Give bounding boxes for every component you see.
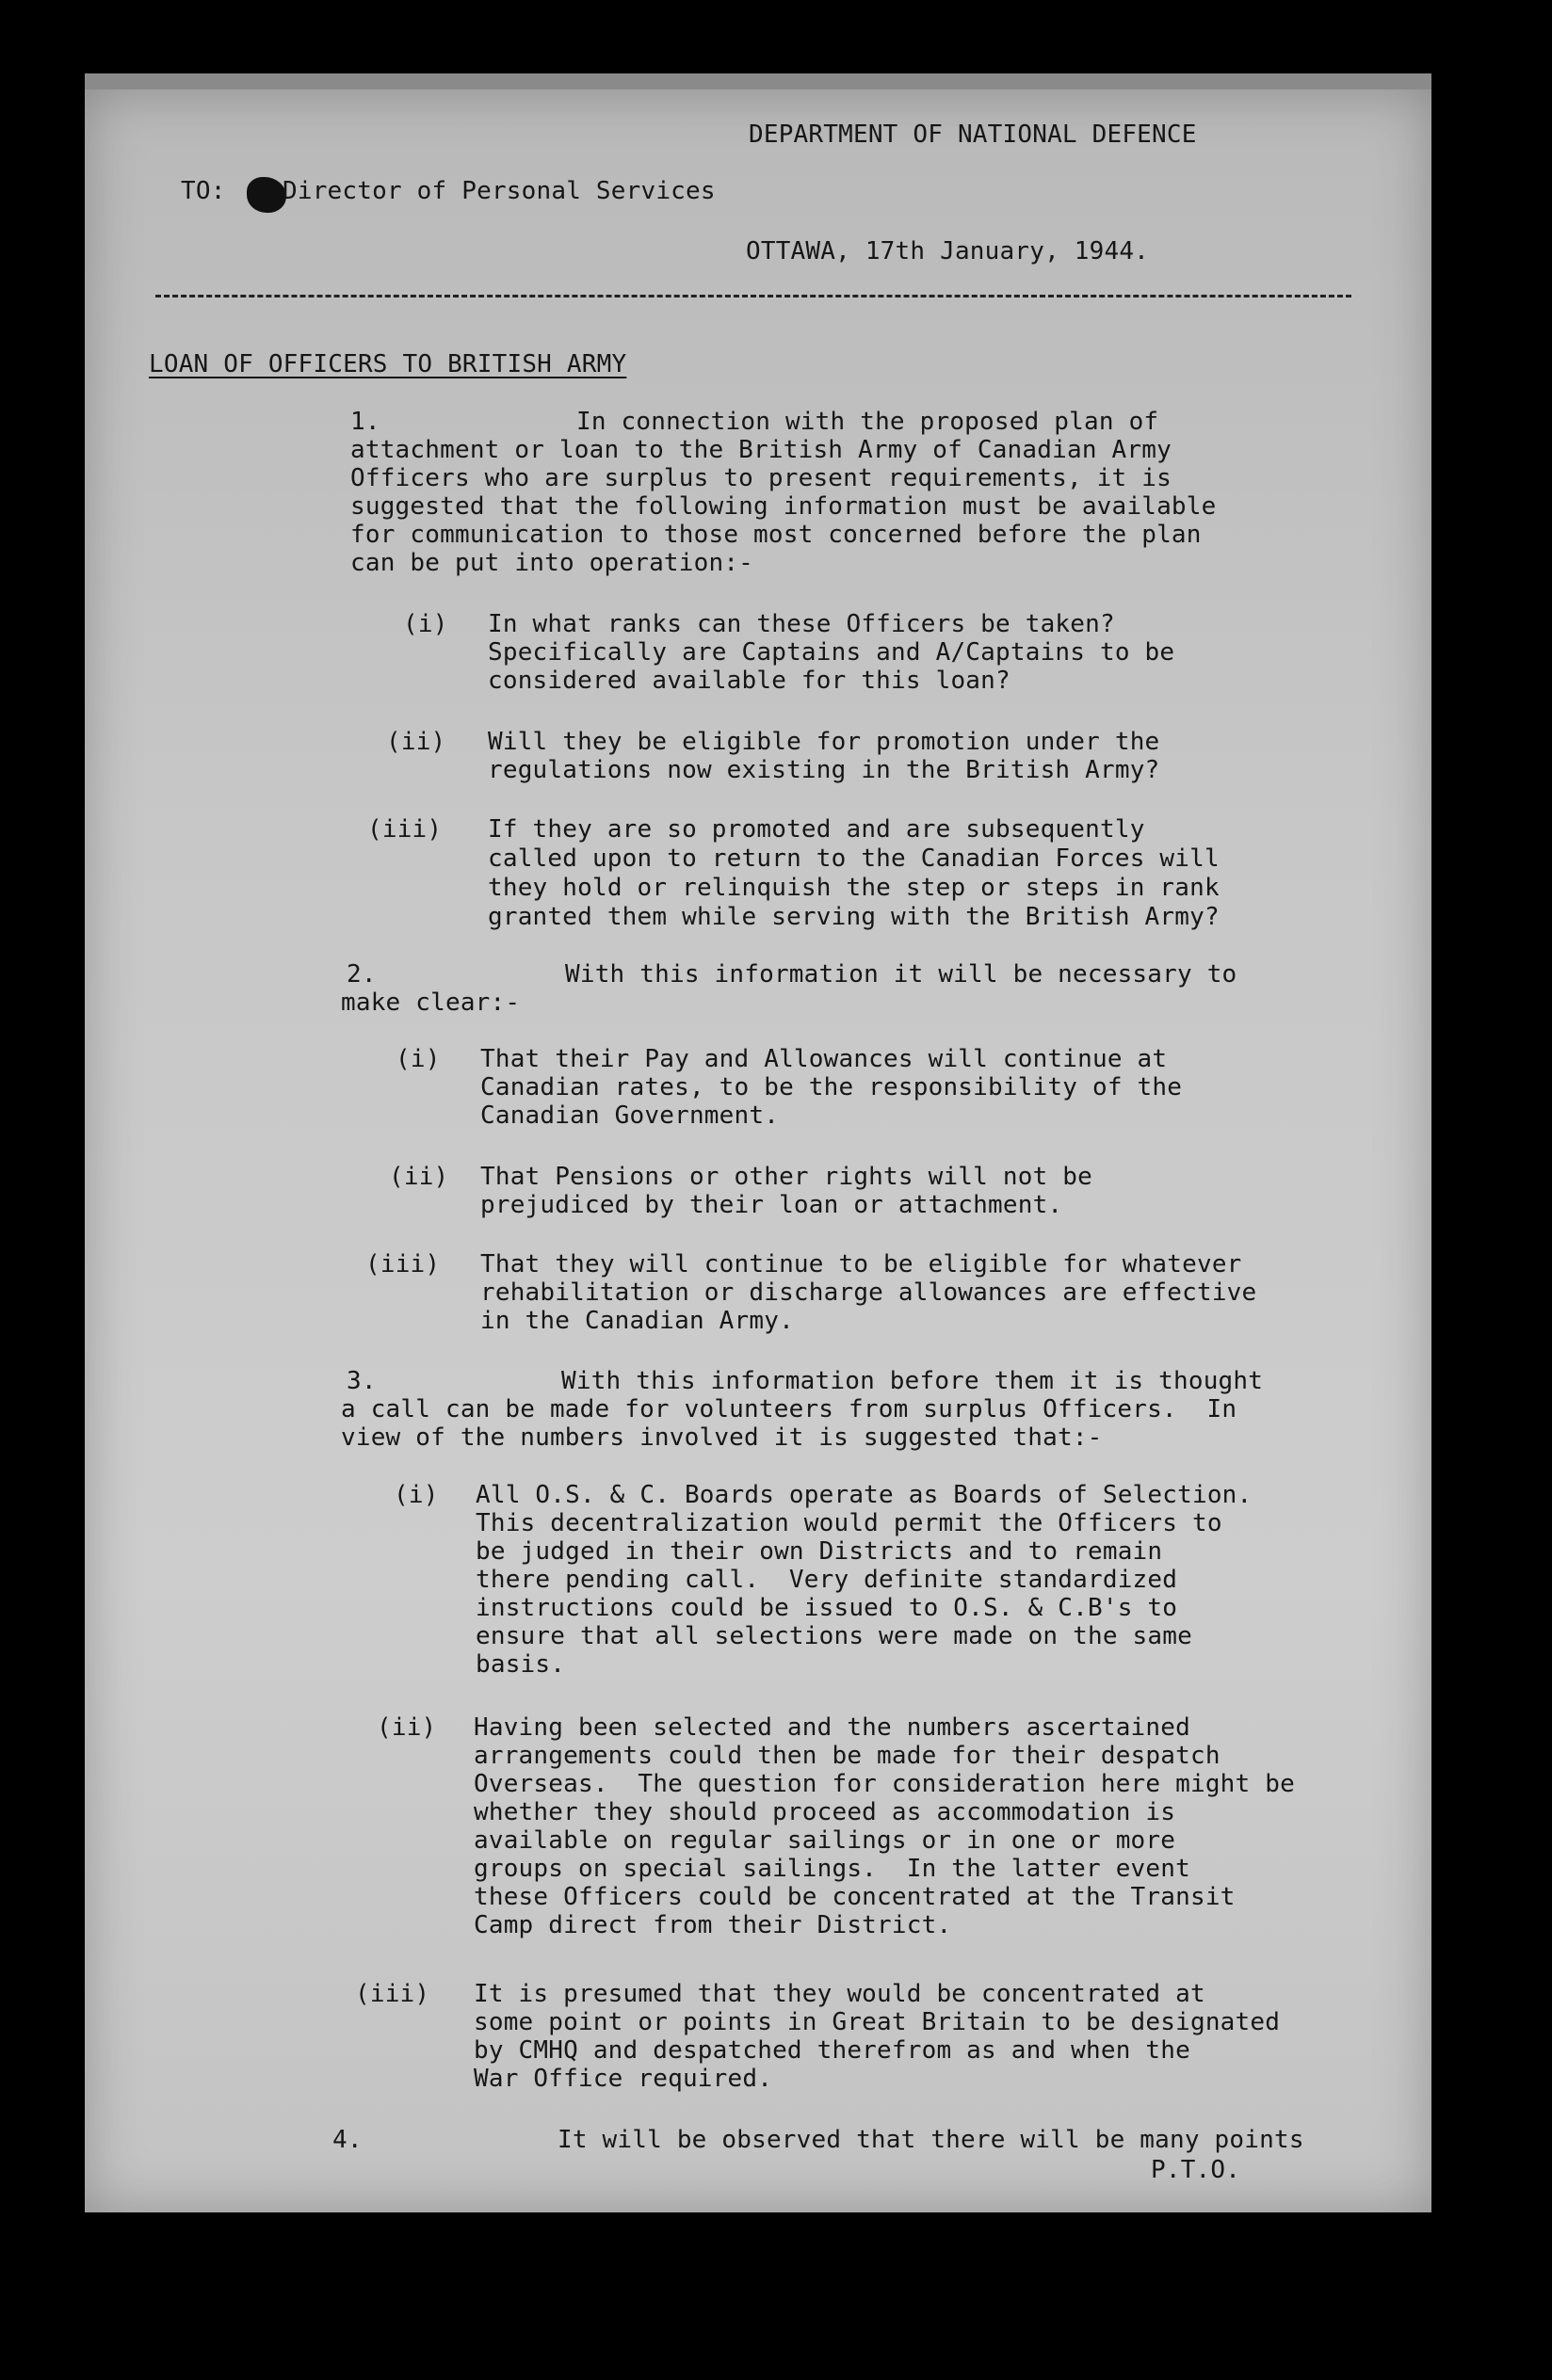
text-line: Camp direct from their District. (474, 1911, 952, 1939)
item-2-ii (480, 1163, 1328, 1224)
department-heading: DEPARTMENT OF NATIONAL DEFENCE (749, 121, 1197, 149)
item-label: (i) (394, 1481, 439, 1509)
text-line: some point or points in Great Britain to be designated (474, 2008, 1281, 2036)
paragraph-number: 2. (347, 960, 377, 989)
text-line: basis. (476, 1650, 566, 1679)
item-label: (iii) (355, 1980, 430, 2008)
text-line: attachment or loan to the British Army of Canadian Army (350, 436, 1172, 464)
item-1-iii (488, 815, 1335, 933)
text-line: Canadian rates, to be the responsibility of the (480, 1073, 1183, 1102)
text-line: Having been selected and the numbers ascertained (474, 1713, 1190, 1742)
text-line: instructions could be issued to O.S. & C.B's to (476, 1594, 1178, 1622)
paragraph-number: 1. (350, 408, 380, 436)
text-line: be judged in their own Districts and to remain (476, 1537, 1163, 1566)
text-line: All O.S. & C. Boards operate as Boards of Selection. (476, 1481, 1253, 1509)
text-line: In what ranks can these Officers be taken? (488, 610, 1115, 638)
text-line: ensure that all selections were made on the same (476, 1622, 1192, 1650)
item-3-ii (474, 1713, 1406, 1944)
redaction-mark (247, 177, 286, 213)
text-line: In connection with the proposed plan of (576, 408, 1159, 436)
text-line: rehabilitation or discharge allowances are effective (480, 1278, 1257, 1307)
text-line: It is presumed that they would be concentrated at (474, 1980, 1205, 2008)
paragraph-2 (341, 960, 1377, 1021)
text-line: a call can be made for volunteers from surplus Officers. In (341, 1395, 1237, 1423)
text-line: regulations now existing in the British Army? (488, 756, 1160, 784)
text-line: can be put into operation:- (350, 549, 754, 577)
subject-heading: LOAN OF OFFICERS TO BRITISH ARMY (149, 350, 627, 378)
pto-marker: P.T.O. (1151, 2156, 1241, 2184)
item-label: (iii) (365, 1250, 441, 1278)
item-label: (i) (403, 610, 448, 638)
text-line: Overseas. The question for consideration here might be (474, 1770, 1295, 1798)
text-line: Canadian Government. (480, 1102, 780, 1130)
paragraph-4: It will be observed that there will be many points (558, 2126, 1304, 2154)
text-line: Officers who are surplus to present requirements, it is (350, 464, 1172, 492)
item-label: (ii) (389, 1163, 449, 1191)
to-recipient: Director of Personal Services (283, 177, 716, 205)
text-line: they hold or relinquish the step or steps in rank (488, 874, 1220, 902)
paragraph-3 (341, 1367, 1377, 1456)
text-line: available on regular sailings or in one or more (474, 1826, 1176, 1855)
item-label: (i) (396, 1045, 441, 1073)
text-line: That their Pay and Allowances will continue at (480, 1045, 1168, 1073)
text-line: Will they be eligible for promotion under the (488, 728, 1160, 756)
item-2-iii (480, 1250, 1375, 1340)
separator-dashes (155, 295, 1351, 298)
text-line: in the Canadian Army. (480, 1307, 794, 1335)
text-line: suggested that the following information must be available (350, 492, 1217, 521)
text-line: granted them while serving with the British Army? (488, 903, 1220, 931)
text-line: considered available for this loan? (488, 667, 1010, 695)
text-line: whether they should proceed as accommodation is (474, 1798, 1176, 1826)
text-line: groups on special sailings. In the latter event (474, 1855, 1190, 1883)
item-1-ii (488, 728, 1335, 789)
item-3-i (476, 1481, 1370, 1683)
item-3-iii (474, 1980, 1397, 2098)
text-line: arrangements could then be made for their despatch (474, 1742, 1221, 1770)
text-line: for communication to those most concerned before the plan (350, 521, 1202, 549)
text-line: That they will continue to be eligible for whatever (480, 1250, 1242, 1278)
paragraph-number: 3. (347, 1367, 377, 1395)
text-line: If they are so promoted and are subsequently (488, 815, 1145, 844)
item-label: (ii) (377, 1713, 437, 1742)
paragraph-number: 4. (332, 2126, 363, 2154)
to-prefix: TO: (181, 177, 226, 205)
text-line: Specifically are Captains and A/Captains to be (488, 638, 1175, 667)
text-line: these Officers could be concentrated at the Transit (474, 1883, 1236, 1911)
text-line: That Pensions or other rights will not be (480, 1163, 1092, 1191)
text-line: there pending call. Very definite standardized (476, 1566, 1178, 1594)
item-1-i (488, 610, 1335, 700)
text-line: This decentralization would permit the Officers to (476, 1509, 1222, 1537)
item-2-i (480, 1045, 1328, 1134)
text-line: prejudiced by their loan or attachment. (480, 1191, 1063, 1219)
text-line: War Office required. (474, 2065, 773, 2093)
text-line: by CMHQ and despatched therefrom as and when the (474, 2036, 1190, 2065)
text-line: called upon to return to the Canadian Forces will (488, 844, 1220, 873)
paragraph-1 (350, 408, 1386, 587)
text-line: With this information before them it is thought (561, 1367, 1264, 1395)
item-label: (ii) (386, 728, 446, 756)
text-line: With this information it will be necessary to (565, 960, 1237, 989)
item-label: (iii) (367, 815, 443, 844)
text-line: make clear:- (341, 989, 521, 1017)
text-line: view of the numbers involved it is suggested that:- (341, 1423, 1103, 1452)
place-date: OTTAWA, 17th January, 1944. (746, 237, 1150, 265)
